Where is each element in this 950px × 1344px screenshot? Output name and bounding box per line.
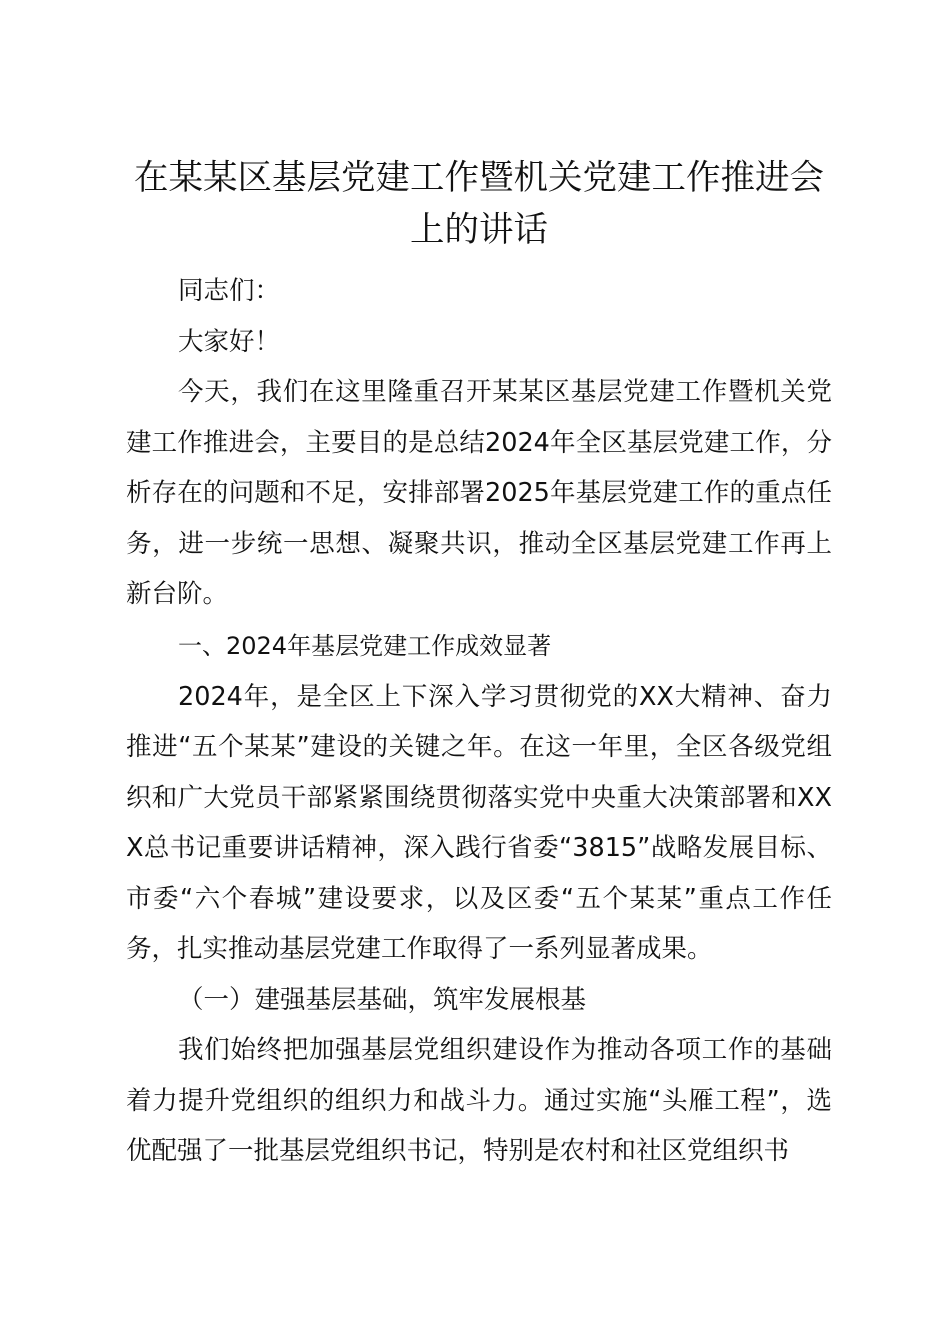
salutation: 同志们： (178, 276, 281, 306)
title-spacer (126, 256, 832, 266)
title-line-1: 在某某区基层党建工作暨机关党建工作推进会 (134, 158, 824, 198)
document-page (126, 152, 832, 1177)
section-heading-1: 一、2024年基层党建工作成效显著 (178, 631, 552, 660)
paragraph-foundation: 我们始终把加强基层党组织建设作为推动各项工作的基础着力提升党组织的组织力和战斗力。通过实施“头雁工程”，选优配强了一批基层党组织书记，特别是农村和社区党组织书 (126, 1035, 832, 1166)
greeting: 大家好！ (178, 326, 281, 357)
document-title (126, 152, 832, 256)
subsection-heading-1-1: （一）建强基层基础，筑牢发展根基 (178, 984, 587, 1015)
paragraph-2024-summary: 2024年，是全区上下深入学习贯彻党的XX大精神、奋力推进“五个某某”建设的关键之年。在这一年里，全区各级党组织和广大党员干部紧紧围绕贯彻落实党中央重大决策部署和XXX总书记重要讲话精神，深入践行省委“3815”战略发展目标、市委“六个春城”建设要求，以及区委“五个某某”重点工作任务，扎实推动基层党建工作取得了一系列显著成果。 (126, 681, 832, 964)
title-line-2: 上的讲话 (410, 210, 548, 250)
intro-paragraph: 今天，我们在这里隆重召开某某区基层党建工作暨机关党建工作推进会，主要目的是总结2024年全区基层党建工作，分析存在的问题和不足，安排部署2025年基层党建工作的重点任务，进一步统一思想、凝聚共识，推动全区基层党建工作再上新台阶。 (126, 377, 832, 609)
